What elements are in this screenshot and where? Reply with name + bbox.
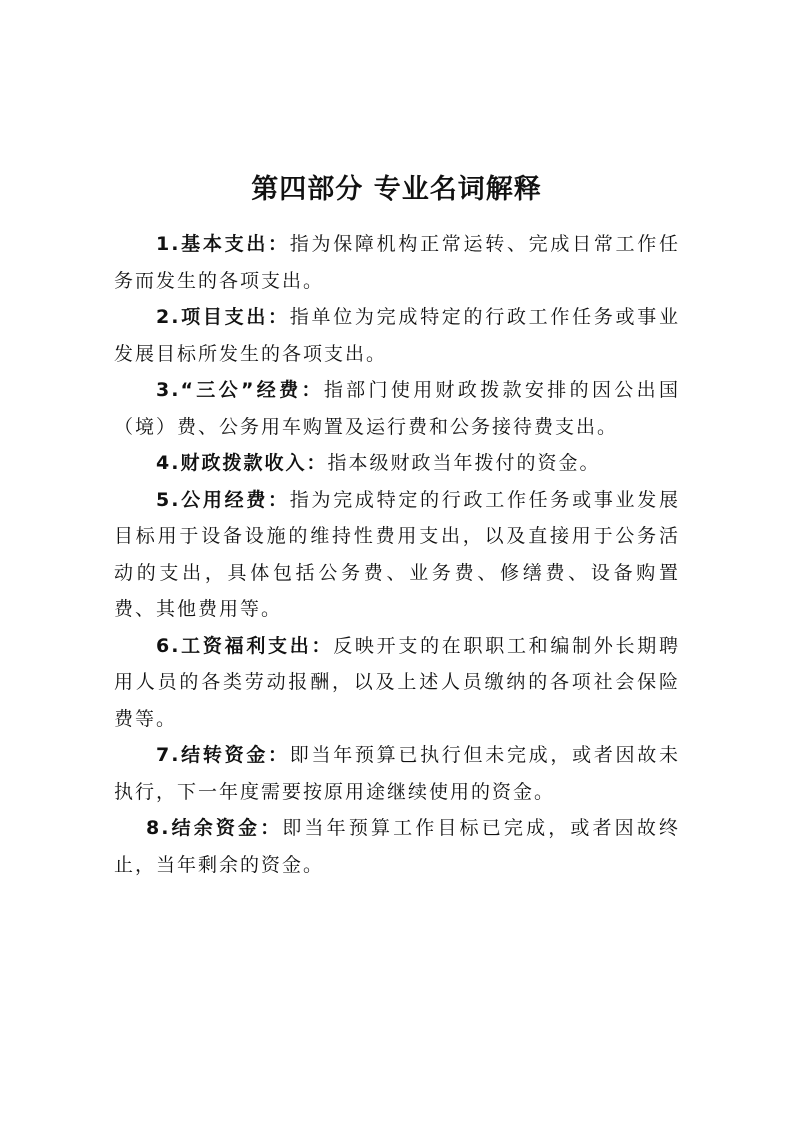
glossary-term: 6.工资福利支出： <box>156 634 334 657</box>
glossary-definition: 指为保障机构正常运转、完成日常工作任务而发生的各项支出。 <box>114 233 680 292</box>
glossary-term: 1.基本支出： <box>156 233 290 255</box>
glossary-item-three-public-expenses <box>114 372 680 445</box>
glossary-term: 4.财政拨款收入： <box>156 452 328 474</box>
glossary-item-fiscal-appropriation-income <box>114 445 680 482</box>
glossary-definition: 反映开支的在职职工和编制外长期聘用人员的各类劳动报酬，以及上述人员缴纳的各项社会保险费等。 <box>114 634 680 730</box>
glossary-term: 2.项目支出： <box>156 306 290 328</box>
glossary-definition: 指部门使用财政拨款安排的因公出国（境）费、公务用车购置及运行费和公务接待费支出。 <box>114 379 680 438</box>
glossary-list <box>114 226 680 883</box>
glossary-definition: 即当年预算工作目标已完成，或者因故终止，当年剩余的资金。 <box>114 817 680 876</box>
glossary-item-public-funds <box>114 482 680 628</box>
glossary-item-wage-welfare-expenditure <box>114 628 680 738</box>
glossary-item-surplus-funds <box>114 810 680 883</box>
glossary-term: 7.结转资金： <box>156 744 290 766</box>
glossary-term: 5.公用经费： <box>156 488 290 511</box>
glossary-definition: 即当年预算已执行但未完成，或者因故未执行，下一年度需要按原用途继续使用的资金。 <box>114 744 680 803</box>
glossary-item-project-expenditure <box>114 299 680 372</box>
glossary-term: 8.结余资金： <box>146 817 283 839</box>
glossary-item-carryover-funds <box>114 737 680 810</box>
page-title: 第四部分 专业名词解释 <box>251 174 542 205</box>
glossary-term: 3.“三公”经费： <box>156 379 324 401</box>
glossary-item-basic-expenditure <box>114 226 680 299</box>
glossary-definition: 指单位为完成特定的行政工作任务或事业发展目标所发生的各项支出。 <box>114 306 680 365</box>
glossary-definition: 指为完成特定的行政工作任务或事业发展目标用于设备设施的维持性费用支出，以及直接用于公务活动的支出，具体包括公务费、业务费、修缮费、设备购置费、其他费用等。 <box>114 488 680 620</box>
glossary-definition: 指本级财政当年拨付的资金。 <box>327 452 601 474</box>
